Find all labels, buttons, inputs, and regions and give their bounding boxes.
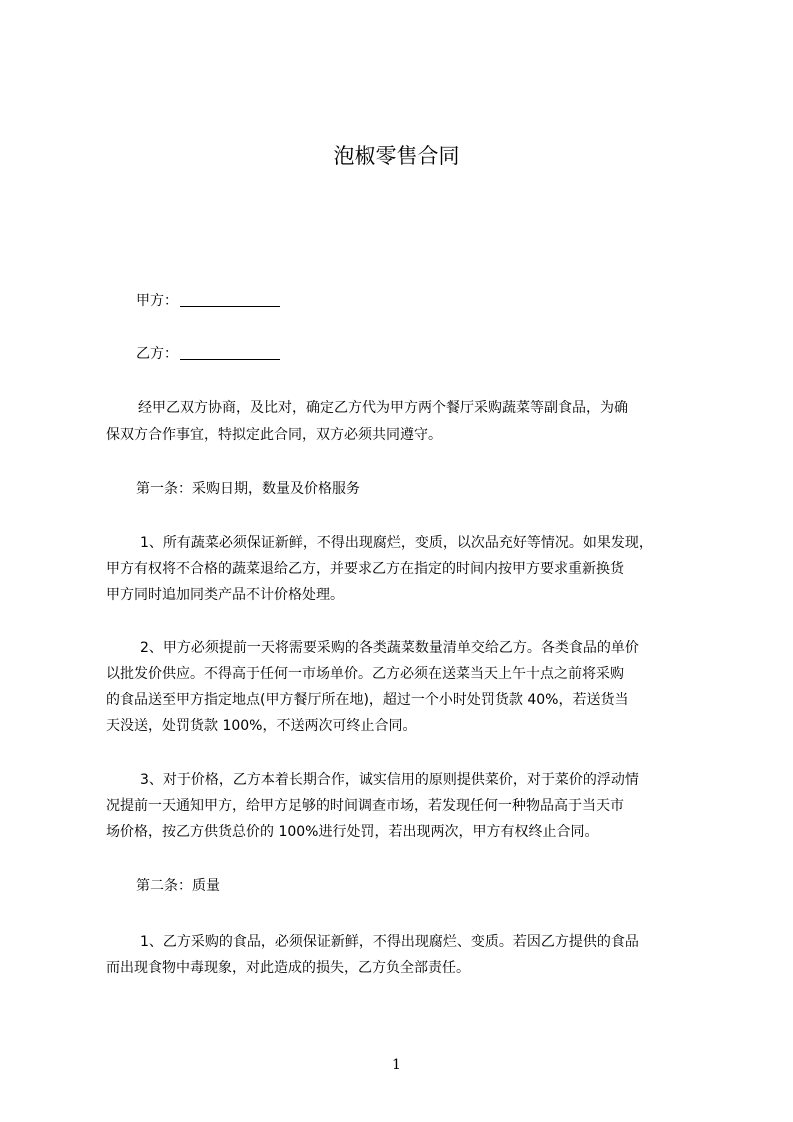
article1-item1-line-3: 甲方同时追加同类产品不计价格处理。 [106,587,344,603]
article1-item2-line-1: 2、甲方必须提前一天将需要采购的各类蔬菜数量清单交给乙方。各类食品的单价 [140,640,639,656]
article1-item1-line-1: 1、所有蔬菜必须保证新鲜，不得出现腐烂，变质，以次品充好等情况。如果发现， [140,535,653,551]
party-b-label: 乙方： [136,346,178,362]
party-a-line [136,291,280,311]
party-a-blank [180,292,280,307]
article1-item2-line-4: 天没送，处罚货款 100%，不送两次可终止合同。 [106,718,417,734]
article1-item2-line-2: 以批发价供应。不得高于任何一市场单价。乙方必须在送菜当天上午十点之前将采购 [106,666,624,682]
article2-item1-line-1: 1、乙方采购的食品，必须保证新鲜，不得出现腐烂、变质。若因乙方提供的食品 [140,934,639,950]
article2-item1-line-2: 而出现食物中毒现象，对此造成的损失，乙方负全部责任。 [106,960,470,976]
article2-heading: 第二条：质量 [136,878,220,894]
article1-item3-line-2: 况提前一天通知甲方，给甲方足够的时间调查市场，若发现任何一种物品高于当天市 [106,798,624,814]
intro-line-2: 保双方合作事宜，特拟定此合同，双方必须共同遵守。 [106,427,442,443]
article1-item2-line-3: 的食品送至甲方指定地点(甲方餐厅所在地)，超过一个小时处罚货款 40%，若送货当 [106,692,629,708]
intro-line-1: 经甲乙双方协商，及比对，确定乙方代为甲方两个餐厅采购蔬菜等副食品，为确 [138,400,628,416]
article1-item3-line-1: 3、对于价格，乙方本着长期合作，诚实信用的原则提供菜价，对于菜价的浮动情 [140,772,639,788]
party-b-blank [180,345,280,360]
article1-item1-line-2: 甲方有权将不合格的蔬菜退给乙方，并要求乙方在指定的时间内按甲方要求重新换货 [106,561,624,577]
party-b-line [136,344,280,364]
article1-item3-line-3: 场价格，按乙方供货总价的 100%进行处罚，若出现两次，甲方有权终止合同。 [106,824,599,840]
page-number: 1 [392,1057,401,1073]
document-title: 泡椒零售合同 [333,144,460,168]
party-a-label: 甲方： [136,293,178,309]
article1-heading: 第一条：采购日期，数量及价格服务 [136,481,360,497]
